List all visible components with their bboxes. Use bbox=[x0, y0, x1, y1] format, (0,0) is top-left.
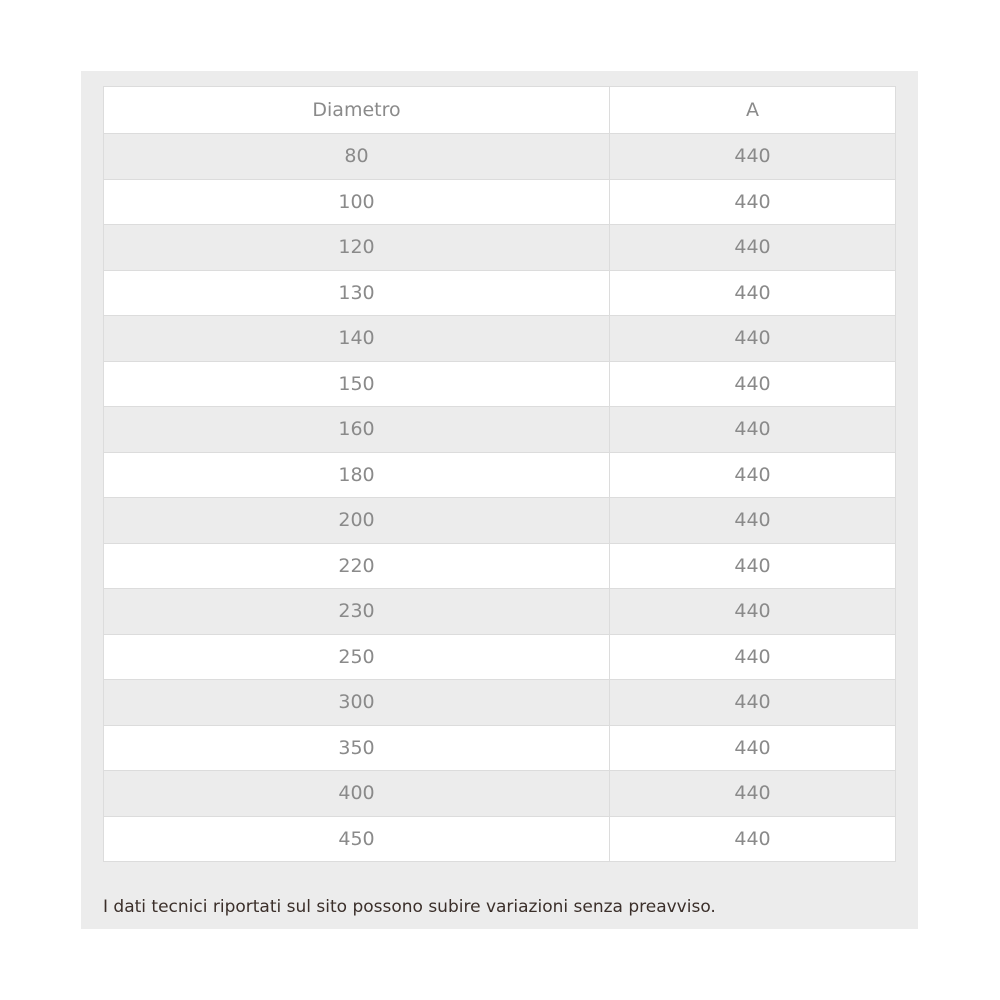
cell-a: 440 bbox=[610, 134, 896, 180]
cell-a: 440 bbox=[610, 589, 896, 635]
cell-diametro: 180 bbox=[104, 452, 610, 498]
table-row bbox=[104, 589, 896, 635]
cell-diametro: 150 bbox=[104, 361, 610, 407]
cell-a: 440 bbox=[610, 179, 896, 225]
column-header-a: A bbox=[610, 87, 896, 134]
table-row bbox=[104, 316, 896, 362]
cell-diametro: 230 bbox=[104, 589, 610, 635]
cell-a: 440 bbox=[610, 225, 896, 271]
table-row bbox=[104, 407, 896, 453]
column-header-diametro: Diametro bbox=[104, 87, 610, 134]
cell-a: 440 bbox=[610, 816, 896, 862]
table-row bbox=[104, 179, 896, 225]
technical-data-panel bbox=[81, 71, 918, 929]
cell-diametro: 450 bbox=[104, 816, 610, 862]
table-row bbox=[104, 270, 896, 316]
cell-a: 440 bbox=[610, 270, 896, 316]
table-row bbox=[104, 771, 896, 817]
table-header bbox=[104, 87, 896, 134]
cell-a: 440 bbox=[610, 680, 896, 726]
specs-table bbox=[103, 86, 896, 862]
cell-diametro: 160 bbox=[104, 407, 610, 453]
cell-diametro: 350 bbox=[104, 725, 610, 771]
cell-a: 440 bbox=[610, 634, 896, 680]
cell-diametro: 400 bbox=[104, 771, 610, 817]
cell-diametro: 100 bbox=[104, 179, 610, 225]
cell-diametro: 300 bbox=[104, 680, 610, 726]
disclaimer-note: I dati tecnici riportati sul sito possono subire variazioni senza preavviso. bbox=[103, 897, 716, 917]
cell-a: 440 bbox=[610, 771, 896, 817]
cell-diametro: 200 bbox=[104, 498, 610, 544]
cell-diametro: 250 bbox=[104, 634, 610, 680]
cell-a: 440 bbox=[610, 316, 896, 362]
table-row bbox=[104, 452, 896, 498]
table-row bbox=[104, 134, 896, 180]
table-body bbox=[104, 134, 896, 862]
cell-a: 440 bbox=[610, 407, 896, 453]
table-row bbox=[104, 225, 896, 271]
cell-a: 440 bbox=[610, 452, 896, 498]
table-row bbox=[104, 816, 896, 862]
table-row bbox=[104, 498, 896, 544]
cell-a: 440 bbox=[610, 725, 896, 771]
cell-diametro: 140 bbox=[104, 316, 610, 362]
cell-diametro: 120 bbox=[104, 225, 610, 271]
table-row bbox=[104, 725, 896, 771]
cell-diametro: 80 bbox=[104, 134, 610, 180]
table-row bbox=[104, 680, 896, 726]
cell-diametro: 130 bbox=[104, 270, 610, 316]
cell-diametro: 220 bbox=[104, 543, 610, 589]
table-row bbox=[104, 634, 896, 680]
cell-a: 440 bbox=[610, 543, 896, 589]
cell-a: 440 bbox=[610, 361, 896, 407]
table-row bbox=[104, 361, 896, 407]
header-row bbox=[104, 87, 896, 134]
cell-a: 440 bbox=[610, 498, 896, 544]
table-row bbox=[104, 543, 896, 589]
